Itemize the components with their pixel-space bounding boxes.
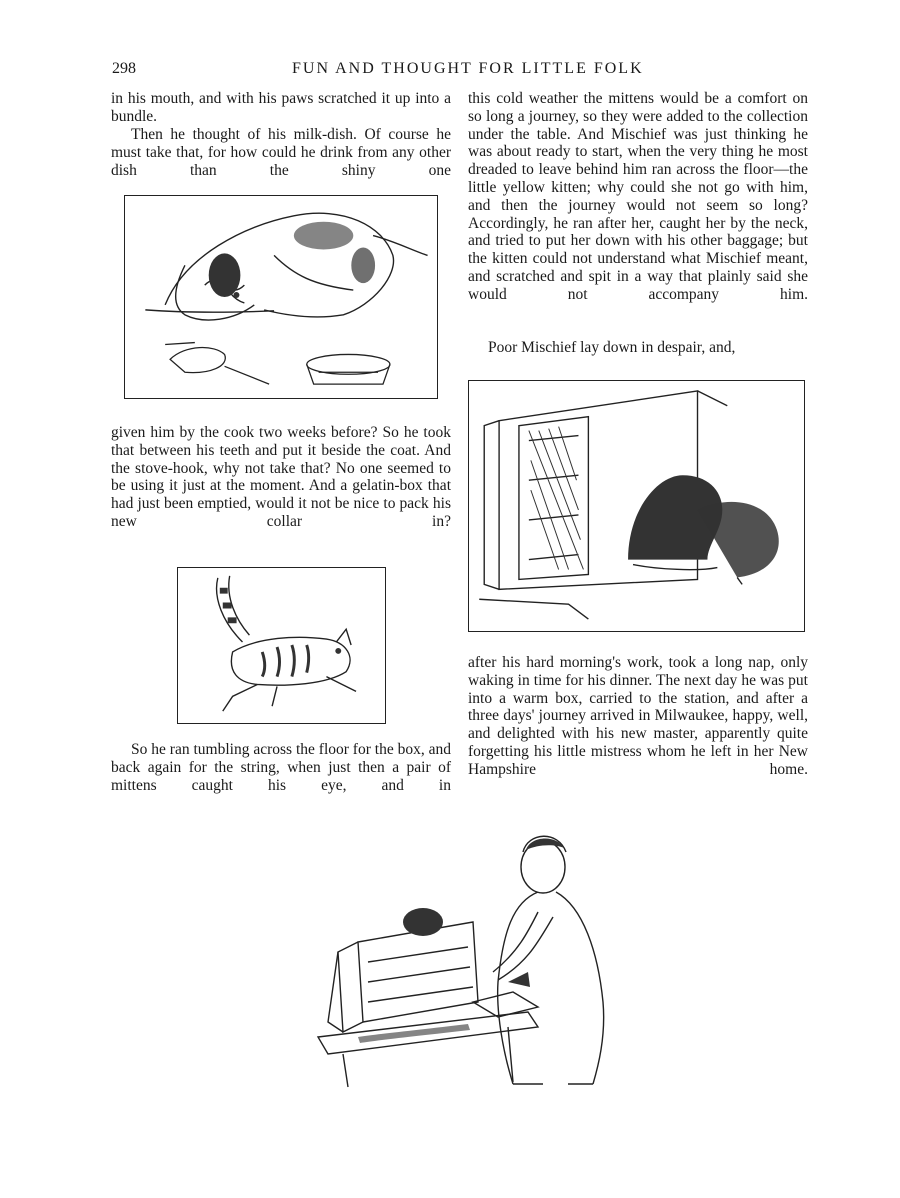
left-paragraph-2: Then he thought of his milk-dish. Of course he must take that, for how could he drink from any other dish than the shiny one xyxy=(111,126,451,179)
dog-with-dish-icon xyxy=(125,196,437,398)
right-paragraph-2: Poor Mischief lay down in despair, and, xyxy=(488,339,736,356)
kitten-icon xyxy=(178,568,385,723)
right-paragraph-1: this cold weather the mittens would be a comfort on so long a journey, so they were added to the collection under the table. And Mischief was just thinking he was about ready to start, when the very thing he most dreaded to leave behind him ran across the floor—the little yellow kitten; why could she not go with him, and then the journey would not seem so long? Accordingly, he ran after her, caught her by the neck, and tried to put her down with his other baggage; but the kitten could not understand what Mischief meant, and scratched and spit in a way that plainly said she would not accompany him. xyxy=(468,90,808,303)
dog-with-dish-illustration xyxy=(124,195,438,399)
page-number: 298 xyxy=(112,60,136,77)
dog-and-box-icon xyxy=(469,381,804,631)
right-paragraph-3: after his hard morning's work, took a long nap, only waking in time for his dinner. The next day he was put into a warm box, carried to the station, and after a three days' journey arrived in Milwaukee, happy, well, and delighted with his new master, apparently quite forgetting his little mistress whom he left in her New Hampshire home. xyxy=(468,654,808,778)
dog-sleeping-by-box-illustration xyxy=(468,380,805,632)
boy-packing-crate-illustration xyxy=(298,822,638,1092)
running-kitten-illustration xyxy=(177,567,386,724)
left-paragraph-1: in his mouth, and with his paws scratched it up into a bundle. xyxy=(111,90,451,125)
left-paragraph-4: So he ran tumbling across the floor for the box, and back again for the string, when just then a pair of mittens caught his eye, and in xyxy=(111,741,451,794)
left-paragraph-3: given him by the cook two weeks before? So he took that between his teeth and put it beside the coat. And the stove-hook, why not take that? No one seemed to be using it just at the moment. And a gelatin-box that had just been emptied, would it not be nice to pack his new collar in? xyxy=(111,424,451,530)
boy-with-crate-icon xyxy=(298,822,638,1092)
running-title: FUN AND THOUGHT FOR LITTLE FOLK xyxy=(292,60,644,77)
